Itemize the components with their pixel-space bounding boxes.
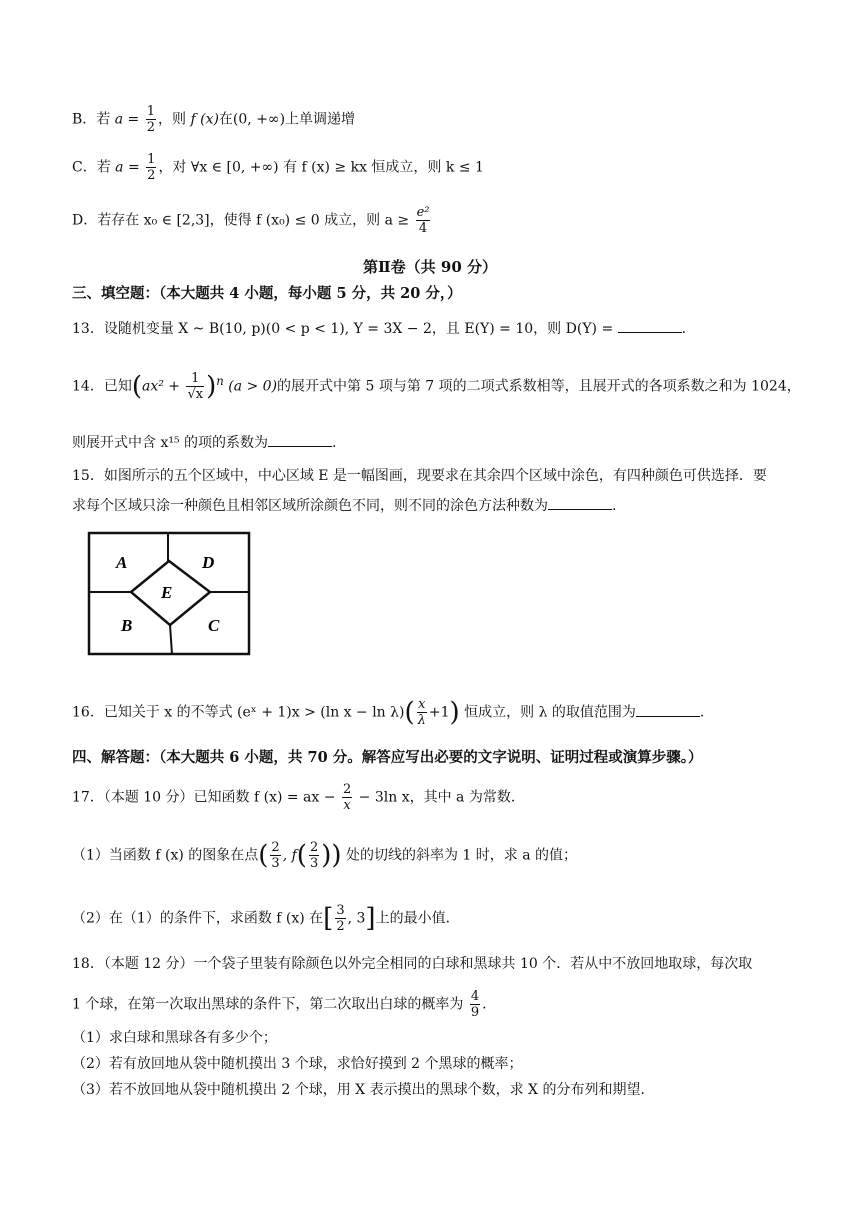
- option-c-a: a =: [115, 159, 140, 176]
- question-17-part1: （1）当函数 f (x) 的图象在点( $\frac{2}{3}$ , f( $\frac{2}{3}$ )) 处的切线的斜率为 1 时，求 a 的值；: [72, 840, 578, 871]
- option-c-text: ，对 ∀x ∈ [0, +∞) 有 f (x) ≥ kx 恒成立，则 k ≤ 1: [158, 159, 484, 176]
- option-d-text: D．若存在 x₀ ∈ [2,3]，使得 f (x₀) ≤ 0 成立，则 a ≥: [72, 212, 410, 229]
- question-17: [72, 782, 525, 813]
- option-d: [72, 205, 432, 236]
- region-label-c: C: [208, 616, 220, 635]
- q18-line2-pre: 1 个球，在第一次取出黑球的条件下，第二次取出白球的概率为: [72, 996, 464, 1013]
- question-18-part2: （2）若有放回地从袋中随机摸出 3 个球，求恰好摸到 2 个黑球的概率；: [72, 1056, 523, 1072]
- q16-end: .: [699, 704, 705, 721]
- region-diagram: [86, 530, 256, 660]
- q14-pre: 14．已知: [72, 378, 132, 395]
- diagram-bottom-divider: [170, 625, 172, 654]
- q17-p1-post: 处的切线的斜率为 1 时，求 a 的值；: [345, 847, 578, 864]
- question-14-line2: [72, 432, 336, 453]
- option-b-mid: ，则: [158, 111, 187, 128]
- q15-line2: 求每个区域只涂一种颜色且相邻区域所涂颜色不同，则不同的涂色方法种数为: [72, 498, 548, 514]
- q15-answer-blank[interactable]: [548, 495, 612, 510]
- option-b-a: a =: [114, 111, 140, 128]
- q18-fraction: $\frac{4}{9}$: [470, 989, 480, 1020]
- q17-p2-pre: （2）在（1）的条件下，求函数 f (x) 在: [72, 910, 324, 927]
- q14-cond: (a > 0): [228, 378, 278, 395]
- region-label-a: A: [116, 553, 128, 572]
- question-18-line1: 18．（本题 12 分）一个袋子里装有除颜色以外完全相同的白球和黑球共 10 个．若从中不放回地取球，每次取: [72, 956, 753, 972]
- option-b-tail: 上单调递增: [285, 111, 356, 128]
- q14-expr: ax² +: [141, 378, 181, 395]
- question-18-line2: [72, 989, 487, 1020]
- region-label-d: D: [202, 553, 215, 572]
- q14-power: n: [216, 374, 224, 388]
- q17-p1-mid: , f: [282, 847, 297, 864]
- q17-fraction: $\frac{2}{x}$: [342, 782, 352, 813]
- region-label-b: B: [121, 616, 133, 635]
- option-b-label: B．若: [72, 111, 111, 128]
- q17-post: − 3ln x，其中 a 为常数．: [358, 789, 525, 806]
- q17-p1-fraction: $\frac{2}{3}$: [271, 840, 280, 871]
- q17-p2-fraction: $\frac{3}{2}$: [336, 903, 345, 934]
- question-18-part1: （1）求白球和黑球各有多少个；: [72, 1030, 277, 1046]
- q14-line2: 则展开式中含 x¹⁵ 的项的系数为: [72, 435, 269, 451]
- question-13: [72, 318, 686, 339]
- question-18-part3: （3）若不放回地从袋中随机摸出 2 个球，用 X 表示摸出的黑球个数，求 X 的分布列和期望．: [72, 1082, 655, 1098]
- option-b-fraction: $\frac{1}{2}$: [146, 104, 156, 135]
- option-c: [72, 152, 484, 183]
- option-b-fx: f (x): [190, 111, 219, 128]
- option-b-interval: (0, +∞): [232, 111, 286, 128]
- q16-plus: +1: [428, 704, 450, 721]
- q13-text: 13．设随机变量 X ~ B(10, p)(0 < p < 1), Y = 3X − 2，且 E(Y) = 10，则 D(Y) =: [72, 321, 614, 337]
- q17-p2-end: , 3: [347, 910, 366, 927]
- section-title: 第Ⅱ卷（共 90 分）: [363, 258, 497, 276]
- q13-end: .: [681, 321, 687, 337]
- part3-heading: 三、填空题：（本大题共 4 小题，每小题 5 分，共 20 分，）: [72, 285, 462, 302]
- option-b: [72, 104, 355, 135]
- option-b-in: 在: [218, 111, 233, 128]
- q16-pre: 16．已知关于 x 的不等式 (eˣ + 1)x > (ln x − ln λ): [72, 704, 405, 721]
- q16-answer-blank[interactable]: [636, 702, 700, 717]
- option-d-fraction: $\frac{\text{e²}}{4}$: [416, 205, 430, 236]
- q17-p1-pre: （1）当函数 f (x) 的图象在点: [72, 847, 259, 864]
- q14-fraction: $\frac{1}{√x}$: [187, 371, 204, 403]
- question-14: 14．已知(ax² + $\frac{1}{√x}$ )$^n$ (a > 0)的展开式中第 5 项与第 7 项的二项式系数相等，且展开式的各项系数之和为 1024，: [72, 371, 801, 403]
- q16-post: 恒成立，则 λ 的取值范围为: [464, 704, 636, 721]
- question-15-line1: 15．如图所示的五个区域中，中心区域 E 是一幅图画，现要求在其余四个区域中涂色，有四种颜色可供选择．要: [72, 468, 767, 484]
- question-15-line2: [72, 495, 616, 516]
- option-c-label: C．若: [72, 159, 111, 176]
- q18-line2-end: .: [482, 996, 487, 1013]
- q17-p1-fraction2: $\frac{2}{3}$: [309, 840, 319, 871]
- q14-text: 的展开式中第 5 项与第 7 项的二项式系数相等，且展开式的各项系数之和为 1024，: [277, 378, 801, 395]
- q13-answer-blank[interactable]: [618, 318, 682, 333]
- q15-end: .: [612, 498, 617, 514]
- question-17-part2: （2）在（1）的条件下，求函数 f (x) 在[ $\frac{3}{2}$ , 3]上的最小值．: [72, 903, 460, 934]
- q14-end: .: [332, 435, 337, 451]
- q17-p2-post: 上的最小值．: [375, 910, 460, 927]
- q17-pre: 17．（本题 10 分）已知函数 f (x) = ax −: [72, 789, 336, 806]
- region-label-e: E: [161, 583, 173, 602]
- q16-fraction: $\frac{x}{\lambda}$: [417, 697, 426, 728]
- question-16: 16．已知关于 x 的不等式 (eˣ + 1)x > (ln x − ln λ)( $\frac{x}{\lambda}$ +1) 恒成立，则 λ 的取值范围为 .: [72, 697, 705, 728]
- q14-answer-blank[interactable]: [268, 432, 332, 447]
- option-c-fraction: $\frac{1}{2}$: [147, 152, 156, 183]
- part4-heading: 四、解答题：（本大题共 6 小题，共 70 分。解答应写出必要的文字说明、证明过程或演算步骤。）: [72, 749, 703, 766]
